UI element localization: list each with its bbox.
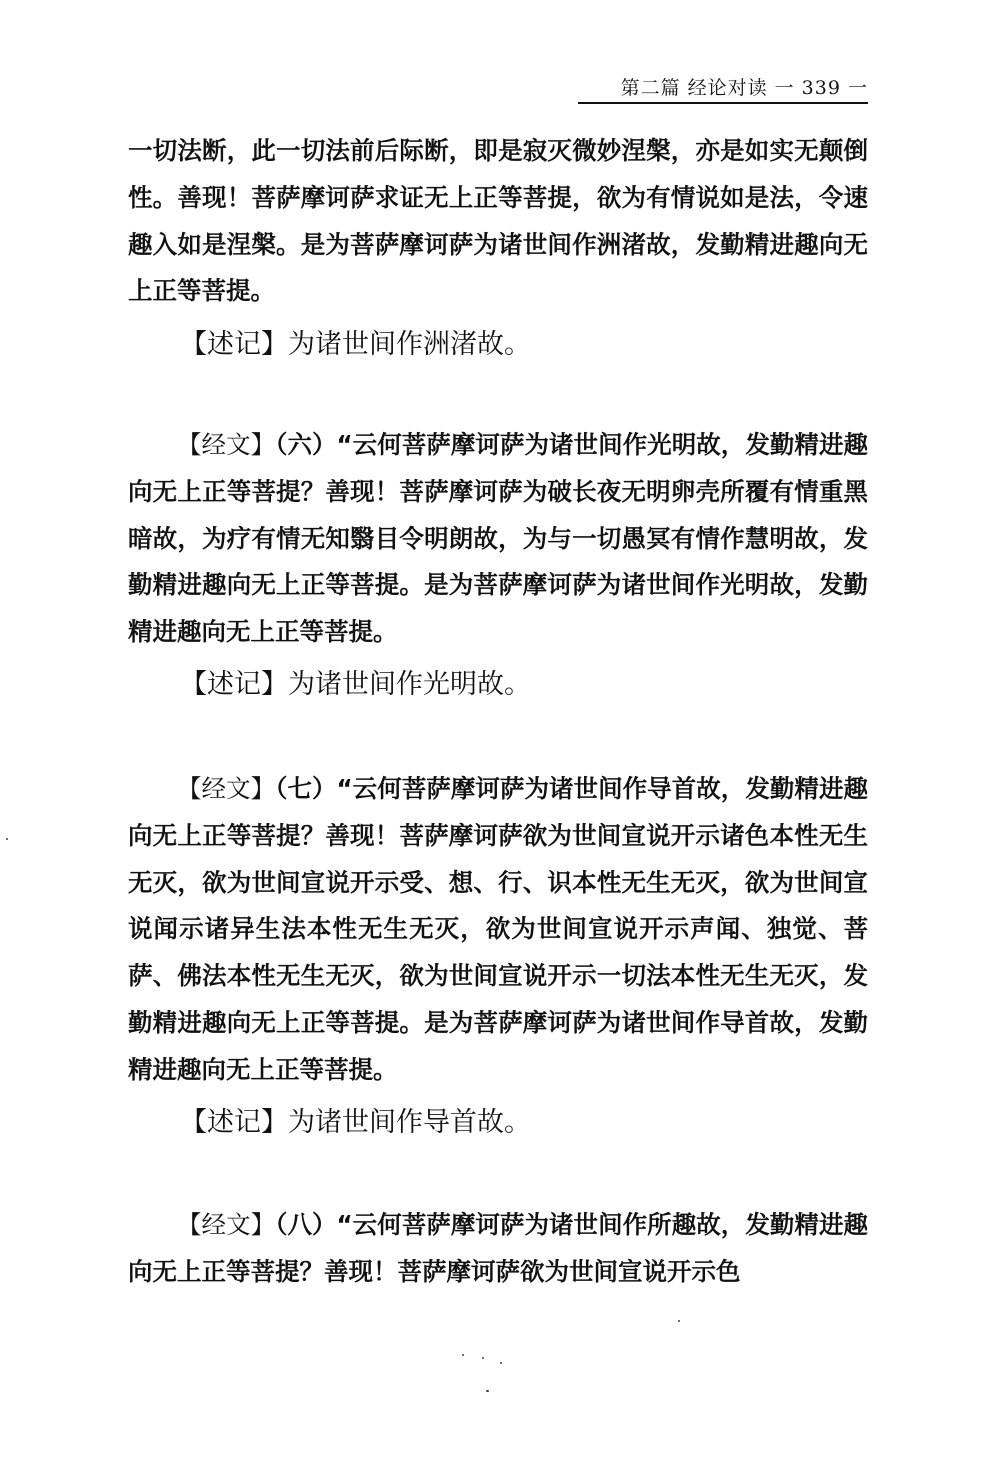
sutra-label: 【经文】 — [177, 774, 276, 803]
sutra-text: （六）“云何菩萨摩诃萨为诸世间作光明故，发勤精进趣向无上正等菩提？善现！菩萨摩诃萨为破长夜无明卵壳所覆有情重黑暗故，为疗有情无知翳目令明朗故，为与一切愚冥有情作慧明故，发勤精进趣向无上正等菩提。是为菩萨摩诃萨为诸世间作光明故，发勤精进趣向无上正等菩提。 — [128, 430, 868, 647]
paragraph-continuation: 一切法断，此一切法前后际断，即是寂灭微妙涅槃，亦是如实无颠倒性。善现！菩萨摩诃萨求证无上正等菩提，欲为有情说如是法，令速趣入如是涅槃。是为菩萨摩诃萨为诸世间作洲渚故，发勤精进趣向无上正等菩提。 — [128, 136, 868, 306]
sutra-paragraph-7 — [128, 766, 868, 1094]
commentary-note-2: 【述记】为诸世间作光明故。 — [180, 669, 531, 700]
running-header: 第二篇 经论对读 一 339 一 — [620, 77, 868, 99]
scan-speck — [6, 838, 8, 840]
commentary-note-3: 【述记】为诸世间作导首故。 — [180, 1107, 531, 1138]
scan-speck — [678, 1320, 680, 1322]
sutra-label: 【经文】 — [177, 1210, 276, 1239]
sutra-label: 【经文】 — [177, 430, 276, 459]
commentary-note-1: 【述记】为诸世间作洲渚故。 — [180, 329, 531, 360]
scan-speck — [462, 1354, 464, 1356]
scan-speck — [482, 1357, 484, 1359]
sutra-paragraph-8 — [128, 1202, 868, 1296]
scan-speck — [486, 1390, 489, 1392]
sutra-text: （八）“云何菩萨摩诃萨为诸世间作所趣故，发勤精进趣向无上正等菩提？善现！菩萨摩诃萨欲为世间宣说开示色 — [128, 1210, 868, 1286]
sutra-text: （七）“云何菩萨摩诃萨为诸世间作导首故，发勤精进趣向无上正等菩提？善现！菩萨摩诃萨欲为世间宣说开示诸色本性无生无灭，欲为世间宣说开示受、想、行、识本性无生无灭，欲为世间宣说闻示诸异生法本性无生无灭，欲为世间宣说开示声闻、独觉、菩萨、佛法本性无生无灭，欲为世间宣说开示一切法本性无生无灭，发勤精进趣向无上正等菩提。是为菩萨摩诃萨为诸世间作导首故，发勤精进趣向无上正等菩提。 — [128, 774, 868, 1084]
sutra-paragraph-6 — [128, 422, 868, 656]
header-rule — [578, 102, 868, 104]
scan-speck — [500, 1362, 502, 1364]
